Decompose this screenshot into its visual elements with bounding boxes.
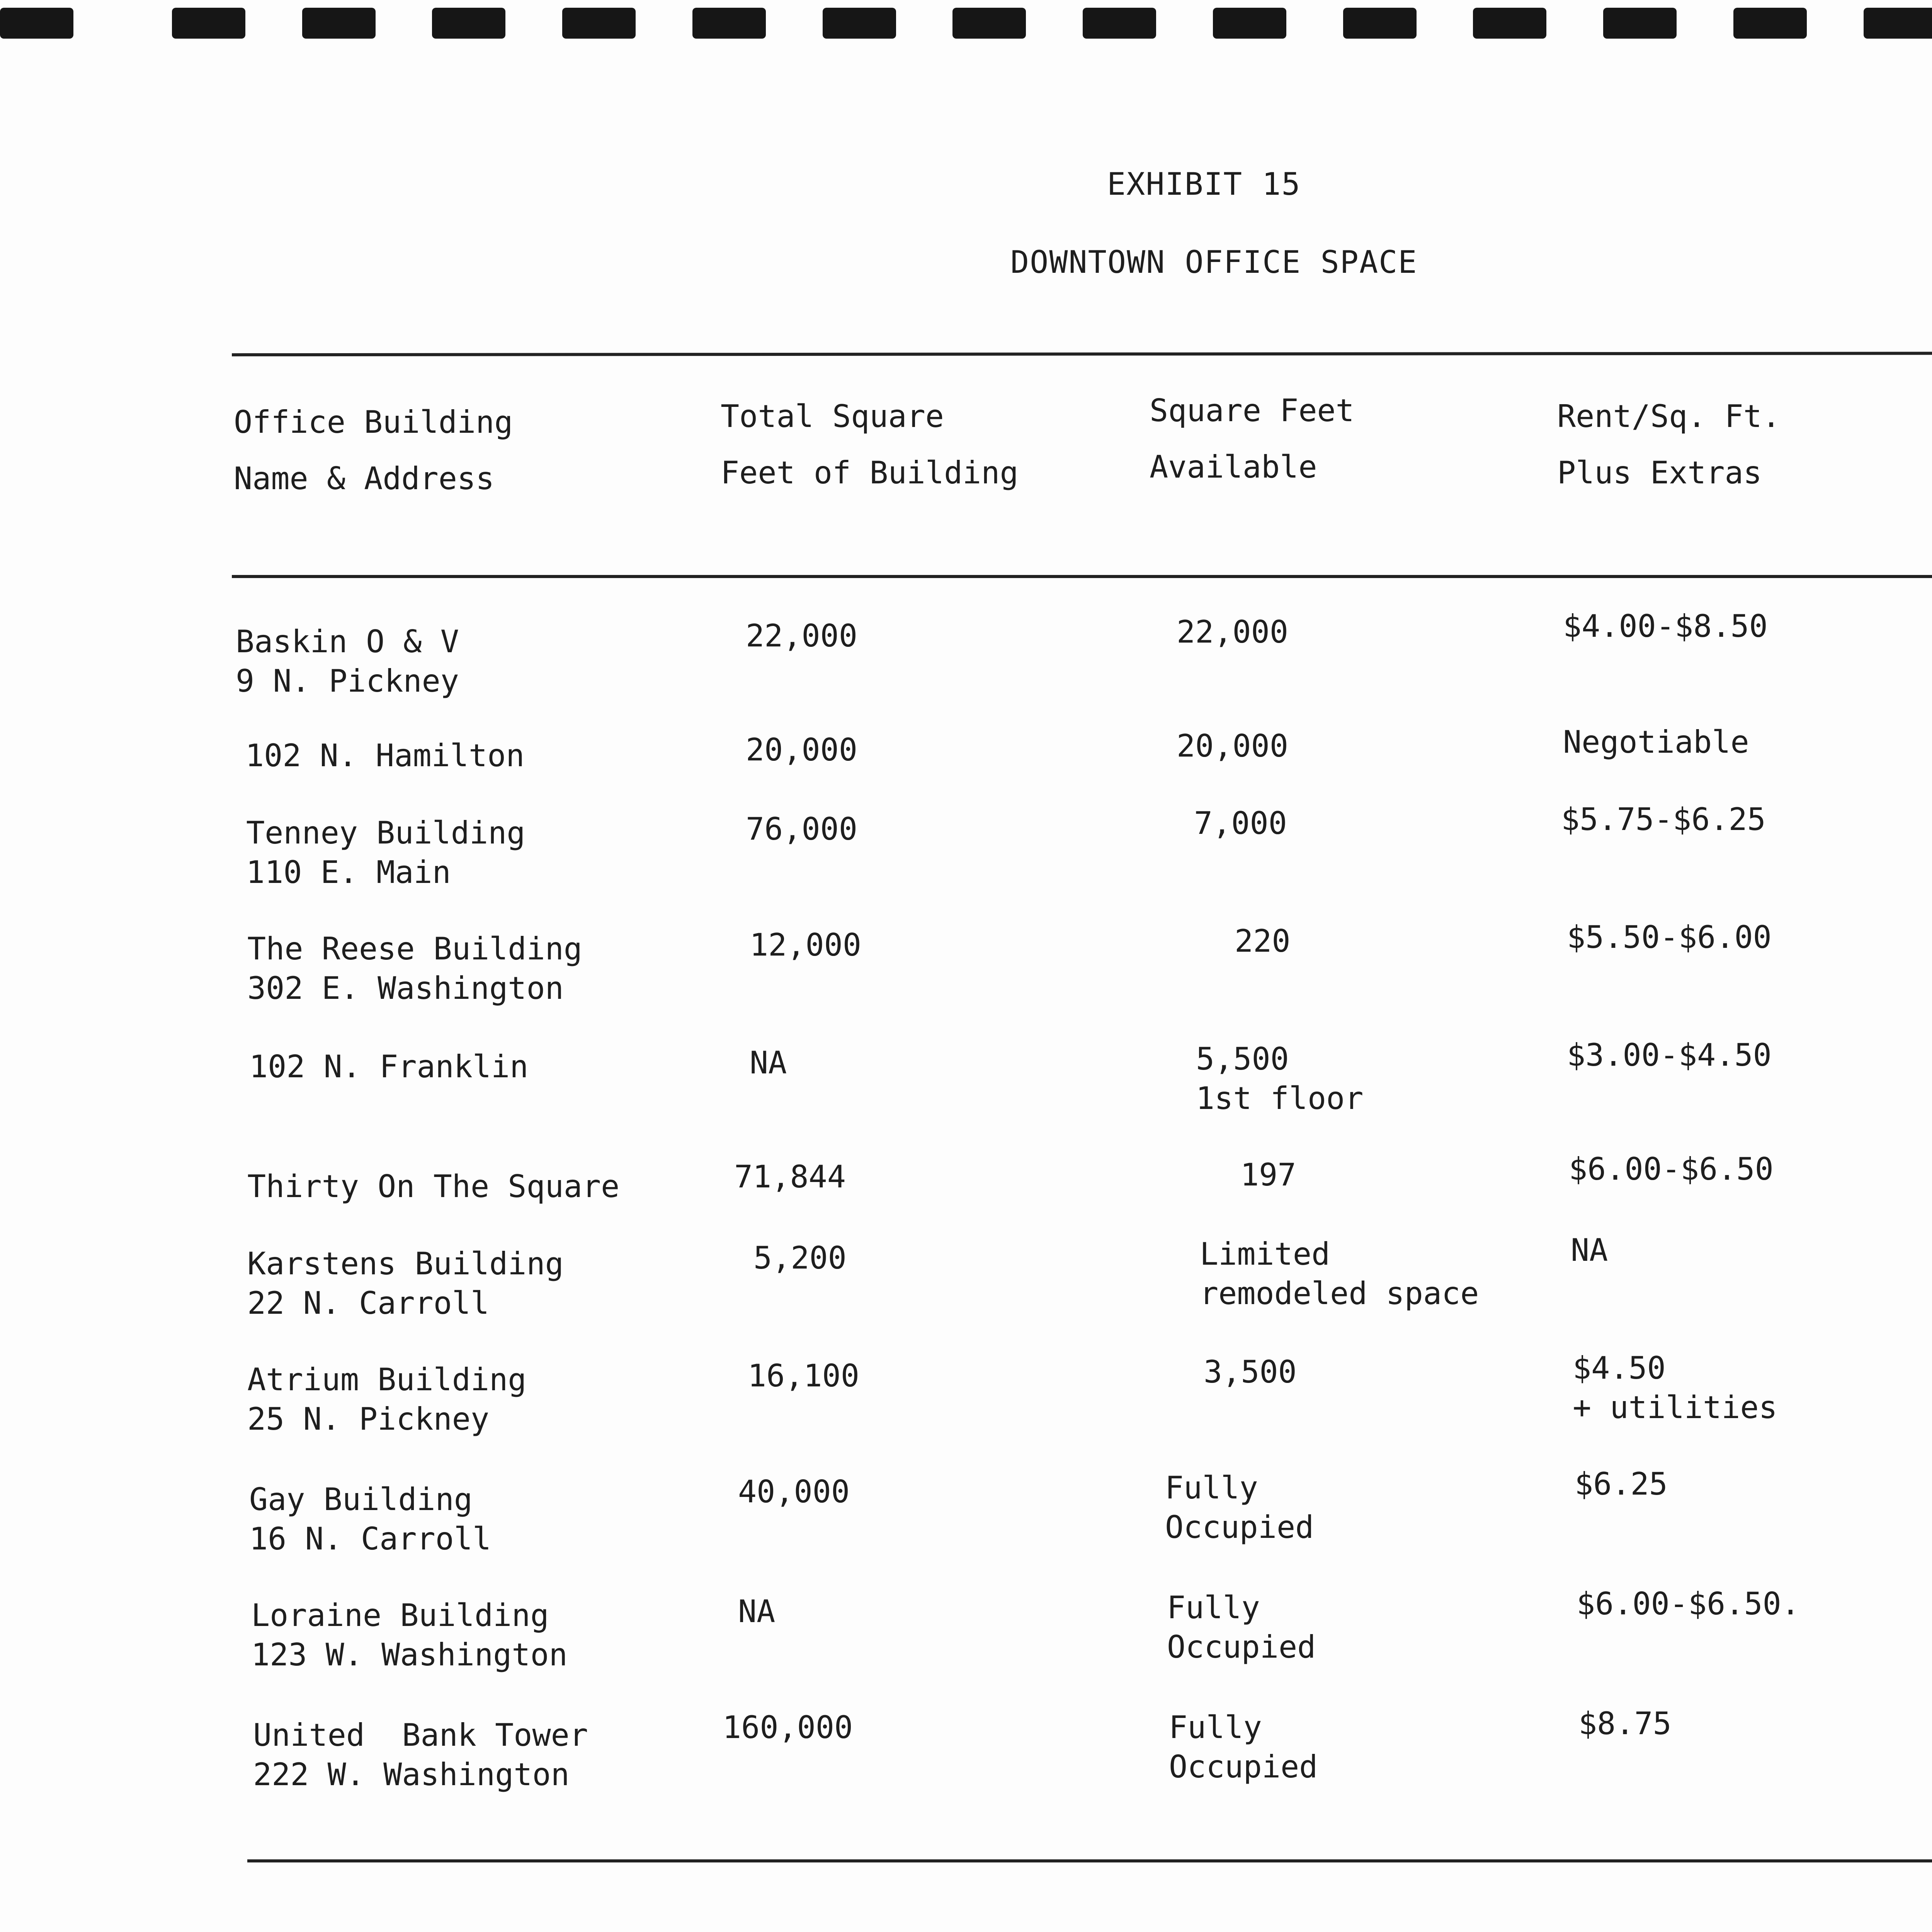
binding-hole — [1603, 8, 1677, 39]
binding-hole — [302, 8, 376, 39]
table-cell: 40,000 — [738, 1474, 850, 1510]
table-cell: $6.00-$6.50 — [1569, 1151, 1774, 1187]
column-header-line: Available — [1150, 449, 1317, 485]
table-cell: Thirty On The Square — [247, 1168, 620, 1204]
exhibit-subtitle: DOWNTOWN OFFICE SPACE — [1010, 244, 1418, 280]
table-cell: Loraine Building 123 W. Washington — [251, 1597, 568, 1673]
table-cell: 5,500 1st floor — [1196, 1041, 1364, 1116]
binding-hole — [432, 8, 505, 39]
table-cell: 22,000 — [746, 618, 857, 654]
binding-hole — [952, 8, 1026, 39]
binding-hole — [1343, 8, 1417, 39]
table-cell: Atrium Building 25 N. Pickney — [247, 1362, 527, 1437]
table-cell: NA — [738, 1594, 776, 1629]
binding-hole — [172, 8, 245, 39]
binding-hole — [1864, 8, 1932, 39]
table-cell: $3.00-$4.50 — [1567, 1037, 1772, 1073]
table-cell: Tenney Building 110 E. Main — [246, 815, 526, 890]
column-header-line: Total Square — [721, 398, 944, 434]
table-cell: 220 — [1235, 923, 1291, 959]
column-header-line: Feet of Building — [721, 455, 1019, 491]
binding-holes — [0, 8, 1932, 39]
table-cell: $5.75-$6.25 — [1561, 801, 1766, 837]
table-cell: $4.50 + utilities — [1573, 1350, 1777, 1425]
table-header-rule — [232, 575, 1932, 578]
table-cell: 197 — [1240, 1157, 1296, 1193]
table-cell: $8.75 — [1578, 1706, 1672, 1742]
table-cell: Baskin O & V 9 N. Pickney — [236, 624, 459, 699]
table-cell: 160,000 — [723, 1709, 853, 1745]
column-header — [1557, 388, 1781, 501]
table-cell: 16,100 — [748, 1358, 859, 1394]
binding-hole — [0, 8, 73, 39]
table-bottom-rule — [247, 1859, 1932, 1862]
column-header-line: Square Feet — [1150, 393, 1354, 429]
binding-hole — [1473, 8, 1546, 39]
table-cell: 102 N. Franklin — [249, 1049, 529, 1085]
binding-hole — [1733, 8, 1807, 39]
binding-hole — [823, 8, 896, 39]
table-cell: 71,844 — [734, 1159, 846, 1195]
table-cell: Fully Occupied — [1165, 1470, 1314, 1545]
column-header-line: Plus Extras — [1557, 455, 1762, 491]
binding-hole — [1213, 8, 1286, 39]
table-cell: 20,000 — [1177, 728, 1288, 764]
table-cell: NA — [750, 1045, 787, 1081]
column-header — [1150, 383, 1354, 495]
binding-hole — [1083, 8, 1156, 39]
column-header-line: Office Building — [234, 404, 513, 440]
table-cell: The Reese Building 302 E. Washington — [247, 931, 582, 1006]
table-cell: Fully Occupied — [1167, 1590, 1316, 1665]
binding-hole — [692, 8, 766, 39]
column-header-line: Name & Address — [234, 461, 495, 497]
table-cell: United Bank Tower 222 W. Washington — [253, 1717, 588, 1793]
table-cell: $4.00-$8.50 — [1563, 608, 1768, 644]
table-cell: 7,000 — [1194, 805, 1287, 841]
table-cell: 3,500 — [1204, 1354, 1297, 1390]
column-header — [721, 388, 1019, 501]
table-cell: Limited remodeled space — [1200, 1236, 1479, 1311]
exhibit-title: EXHIBIT 15 — [1107, 166, 1301, 202]
table-cell: 20,000 — [746, 732, 857, 768]
column-header-line: Rent/Sq. Ft. — [1557, 398, 1781, 434]
table-cell: 12,000 — [750, 927, 861, 963]
table-cell: 102 N. Hamilton — [245, 738, 525, 774]
binding-hole — [562, 8, 636, 39]
table-cell: $6.25 — [1575, 1466, 1668, 1502]
column-header — [234, 394, 513, 507]
table-cell: Gay Building 16 N. Carroll — [249, 1481, 492, 1557]
table-cell: Fully Occupied — [1169, 1709, 1318, 1785]
table-cell: 76,000 — [746, 811, 857, 847]
table-cell: Negotiable — [1563, 724, 1749, 760]
table-top-rule — [232, 352, 1932, 356]
table-cell: Karstens Building 22 N. Carroll — [247, 1246, 564, 1321]
table-cell: $6.00-$6.50. — [1577, 1586, 1800, 1622]
table-cell: $5.50-$6.00 — [1567, 919, 1772, 955]
table-cell: 5,200 — [753, 1240, 847, 1276]
table-cell: 22,000 — [1177, 614, 1288, 650]
table-cell: NA — [1571, 1232, 1608, 1268]
